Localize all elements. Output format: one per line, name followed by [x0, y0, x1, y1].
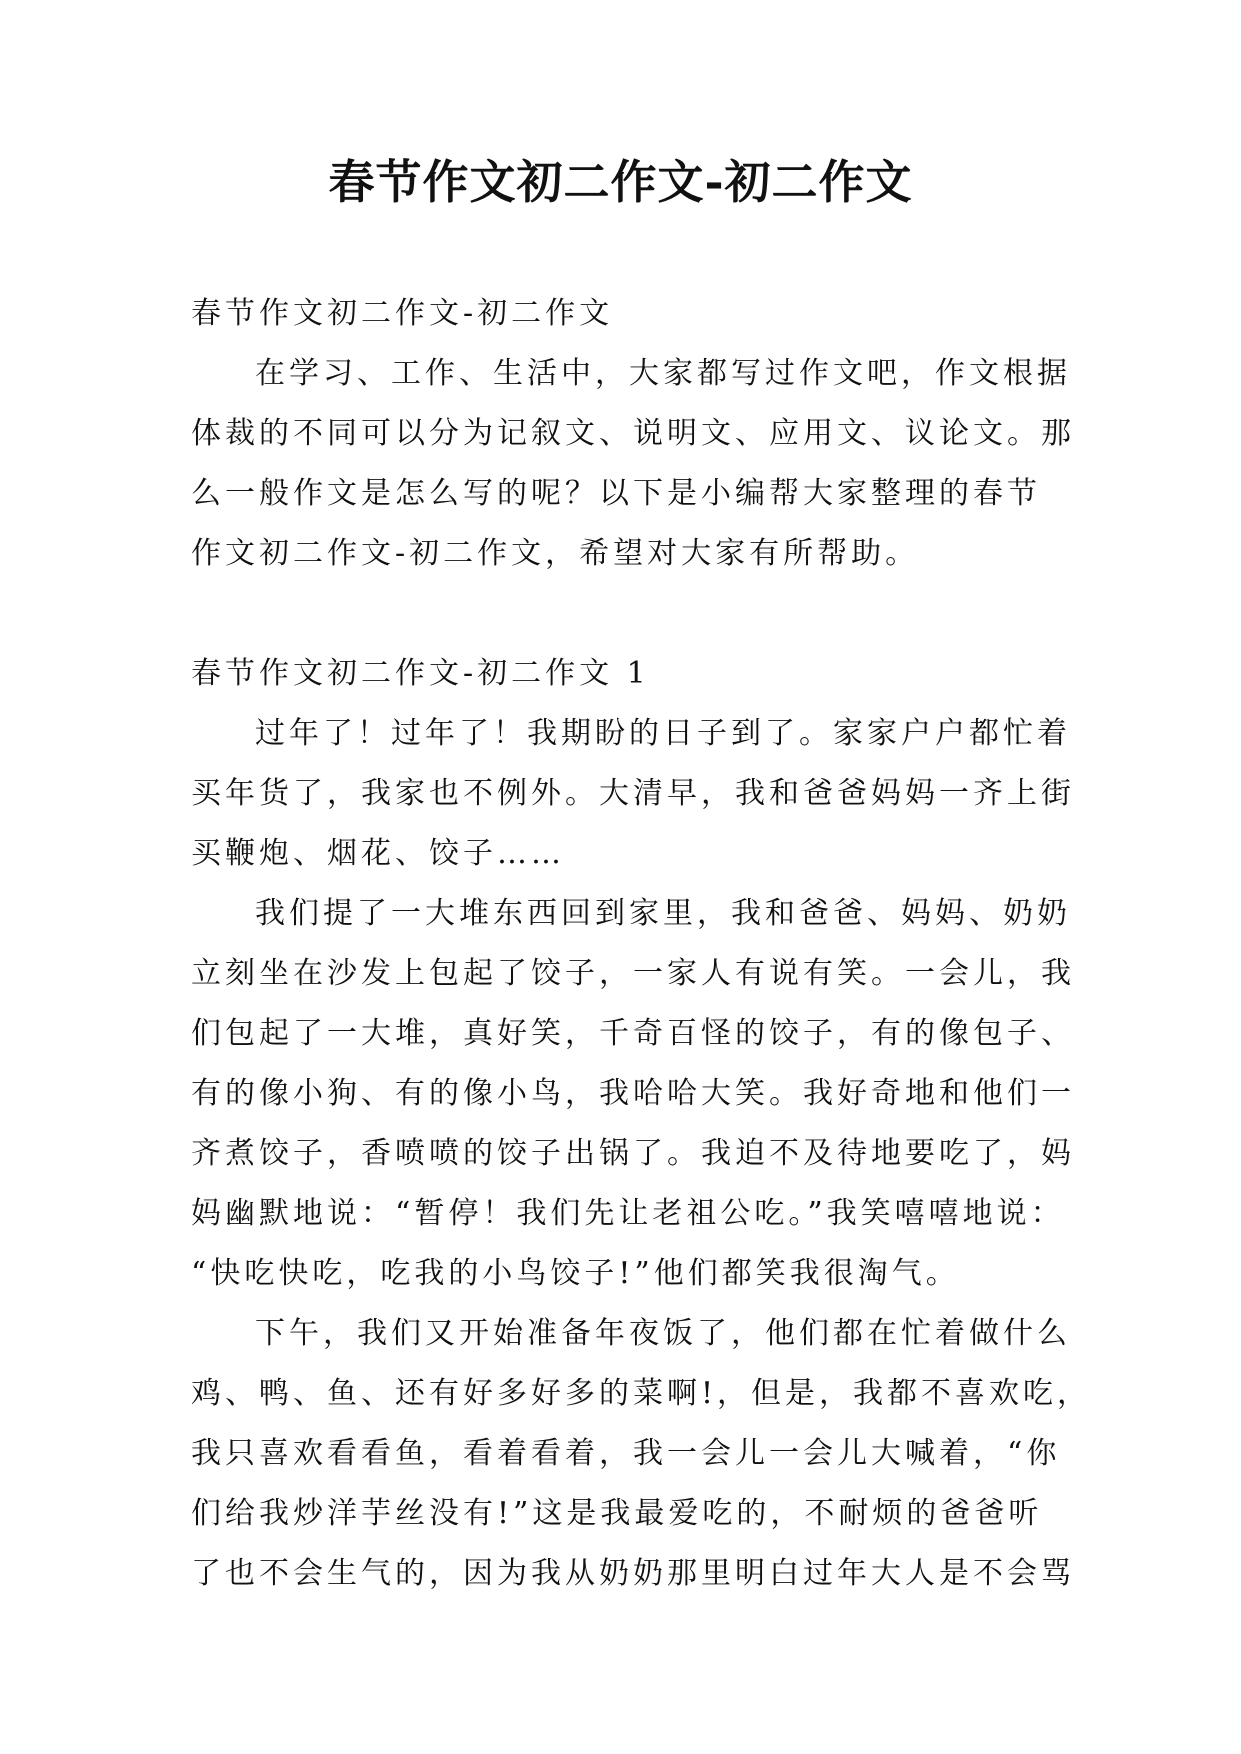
body-line: 买年货了，我家也不例外。大清早，我和爸爸妈妈一齐上街: [191, 776, 1075, 811]
body-line: “快吃快吃，吃我的小鸟饺子!”他们都笑我很淘气。: [191, 1256, 960, 1291]
body-line: 我们提了一大堆东西回到家里，我和爸爸、妈妈、奶奶: [255, 896, 1071, 931]
body-line: 鸡、鸭、鱼、还有好多好多的菜啊!，但是，我都不喜欢吃，: [191, 1376, 1092, 1411]
body-line: 过年了！过年了！我期盼的日子到了。家家户户都忙着: [255, 716, 1071, 751]
body-line: 妈幽默地说：“暂停！我们先让老祖公吃。”我笑嘻嘻地说：: [191, 1196, 1065, 1231]
body-line: 下午，我们又开始准备年夜饭了，他们都在忙着做什么: [255, 1316, 1071, 1351]
document-body: [191, 284, 1092, 1604]
body-line: 有的像小狗、有的像小鸟，我哈哈大笑。我好奇地和他们一: [191, 1076, 1075, 1111]
paragraph-gap: [191, 584, 1051, 644]
document-title: 春节作文初二作文-初二作文: [328, 155, 913, 209]
body-line: 们给我炒洋芋丝没有!”这是我最爱吃的，不耐烦的爸爸听: [191, 1496, 1043, 1531]
body-line: 体裁的不同可以分为记叙文、说明文、应用文、议论文。那: [191, 416, 1075, 451]
section-heading: 春节作文初二作文-初二作文 1: [191, 656, 650, 691]
body-line: 作文初二作文-初二作文，希望对大家有所帮助。: [191, 536, 920, 571]
body-line: 齐煮饺子，香喷喷的饺子出锅了。我迫不及待地要吃了，妈: [191, 1136, 1075, 1171]
body-line: 立刻坐在沙发上包起了饺子，一家人有说有笑。一会儿，我: [191, 956, 1075, 991]
body-line: 在学习、工作、生活中，大家都写过作文吧，作文根据: [255, 356, 1071, 391]
body-line: 了也不会生气的，因为我从奶奶那里明白过年大人是不会骂: [191, 1556, 1075, 1591]
body-line: 么一般作文是怎么写的呢？以下是小编帮大家整理的春节: [191, 476, 1041, 511]
body-line: 买鞭炮、烟花、饺子……: [191, 836, 565, 871]
body-line: 我只喜欢看看鱼，看着看着，我一会儿一会儿大喊着，“你: [191, 1436, 1061, 1471]
section-heading: 春节作文初二作文-初二作文: [191, 296, 614, 331]
body-line: 们包起了一大堆，真好笑，千奇百怪的饺子，有的像包子、: [191, 1016, 1075, 1051]
